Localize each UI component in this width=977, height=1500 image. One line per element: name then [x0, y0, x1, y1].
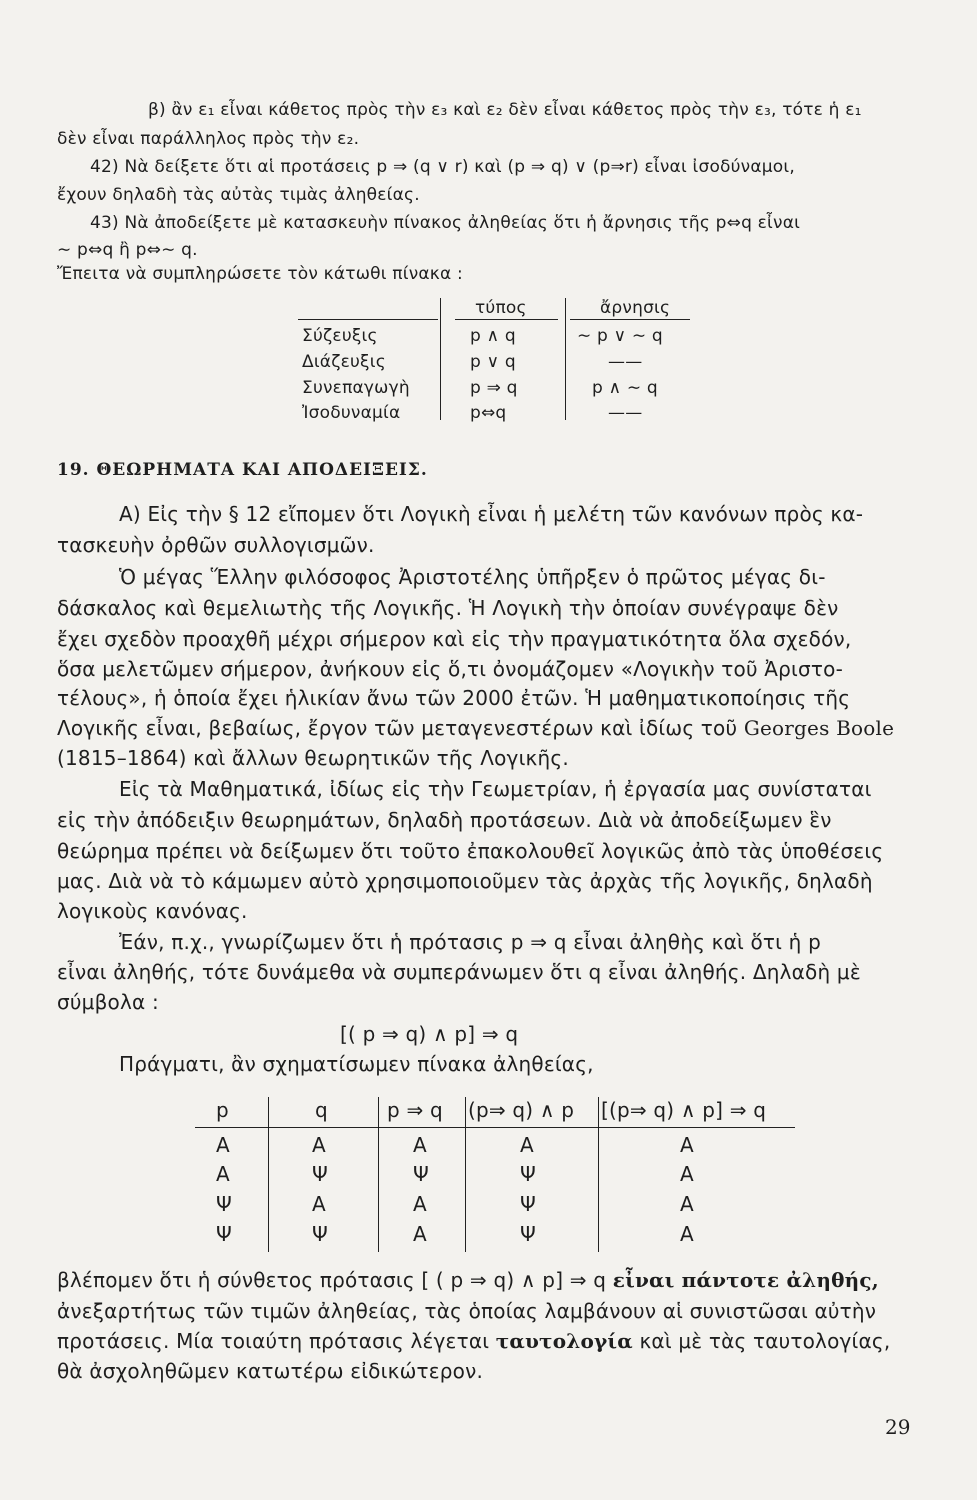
exercise-41b-line1: β) ἂν ε₁ εἶναι κάθετος πρὸς τὴν ε₃ καὶ ε₂ δὲν εἶναι κάθετος πρὸς τὴν ε₃, τότε ἡ ε₁: [148, 100, 862, 120]
table1-row-name: Συνεπαγωγὴ: [302, 378, 410, 398]
table1-row-type: p ∨ q: [470, 352, 516, 372]
table1-head-type: τύπος: [475, 298, 527, 318]
table1-head-negation: ἄρνησις: [600, 298, 671, 318]
paragraph-line: Ὁ μέγας Ἕλλην φιλόσοφος Ἀριστοτέλης ὑπῆρξεν ὁ πρῶτος μέγας δι-: [119, 565, 826, 589]
truth-header: q: [315, 1098, 328, 1122]
emphasis-always-true: εἶναι πάντοτε ἀληθής,: [612, 1268, 879, 1292]
emphasis-tautology: ταυτολογία: [495, 1329, 633, 1353]
paragraph-line: δάσκαλος καὶ θεμελιωτὴς τῆς Λογικῆς. Ἡ Λογικὴ τὴν ὁποίαν συνέγραψε δὲν: [57, 596, 839, 620]
exercise-41b-line2: δὲν εἶναι παράλληλος πρὸς τὴν ε₂.: [57, 129, 360, 149]
truth-cell: Α: [680, 1133, 694, 1157]
paragraph-a-line: Α) Εἰς τὴν § 12 εἴπομεν ὅτι Λογικὴ εἶναι ἡ μελέτη τῶν κανόνων πρὸς κα-: [119, 502, 864, 526]
truth-cell: Ψ: [216, 1222, 232, 1246]
truth-header: [(p⇒ q) ∧ p] ⇒ q: [601, 1098, 767, 1122]
paragraph-line: μας. Διὰ νὰ τὸ κάμωμεν αὐτὸ χρησιμοποιοῦμεν τὰς ἀρχὰς τῆς λογικῆς, δηλαδὴ: [57, 869, 873, 893]
truth-header: p ⇒ q: [387, 1098, 443, 1122]
truth-cell: Ψ: [520, 1222, 536, 1246]
truth-cell: Α: [680, 1192, 694, 1216]
paragraph-line: (1815–1864) καὶ ἄλλων θεωρητικῶν τῆς Λογικῆς.: [57, 746, 569, 770]
paragraph-line: Πράγματι, ἂν σχηματίσωμεν πίνακα ἀληθείας,: [119, 1052, 594, 1076]
table1-row-negation: ——: [608, 352, 643, 372]
truth-cell: Α: [413, 1133, 427, 1157]
table1-row-type: p ∧ q: [470, 326, 516, 346]
conclusion-text: καὶ μὲ τὰς ταυτολογίας,: [632, 1329, 891, 1353]
section-heading: 19. ΘΕΩΡΗΜΑΤΑ ΚΑΙ ΑΠΟΔΕΙΞΕΙΣ.: [57, 460, 428, 480]
table1-row-name: Σύζευξις: [302, 326, 378, 346]
paragraph-line: εἶναι ἀληθής, τότε δυνάμεθα νὰ συμπεράνωμεν ὅτι q εἶναι ἀληθής. Δηλαδὴ μὲ: [57, 960, 861, 984]
paragraph-line: Ἐάν, π.χ., γνωρίζωμεν ὅτι ἡ πρότασις p ⇒ q εἶναι ἀληθὴς καὶ ὅτι ἡ p: [119, 930, 822, 954]
boole-name: Georges Boole: [743, 716, 895, 740]
truth-cell: Α: [216, 1133, 230, 1157]
paragraph-line: ὅσα μελετῶμεν σήμερον, ἀνήκουν εἰς ὅ,τι ὀνομάζομεν «Λογικὴν τοῦ Ἀριστο-: [57, 657, 843, 681]
truth-cell: Α: [680, 1222, 694, 1246]
table1-row-negation: p ∧ ∼ q: [592, 378, 658, 398]
truth-cell: Α: [520, 1133, 534, 1157]
truth-header: p: [216, 1098, 229, 1122]
paragraph-line: Εἰς τὰ Μαθηματικά, ἰδίως εἰς τὴν Γεωμετρίαν, ἡ ἐργασία μας συνίσταται: [119, 777, 872, 801]
truth-cell: Ψ: [312, 1162, 328, 1186]
truth-header: (p⇒ q) ∧ p: [468, 1098, 575, 1122]
table1-row-type: p ⇒ q: [470, 378, 518, 398]
exercise-43-line2: ∼ p⇔q ἢ p⇔∼ q.: [57, 240, 198, 260]
exercise-42-line1: 42) Νὰ δείξετε ὅτι αἱ προτάσεις p ⇒ (q ∨ r) καὶ (p ⇒ q) ∨ (p⇒r) εἶναι ἰσοδύναμοι,: [90, 157, 795, 177]
truth-cell: Ψ: [520, 1162, 536, 1186]
paragraph-line: εἰς τὴν ἀπόδειξιν θεωρημάτων, δηλαδὴ προτάσεων. Διὰ νὰ ἀποδείξωμεν ἓν: [57, 808, 832, 832]
truth-cell: Ψ: [216, 1192, 232, 1216]
table1-row-negation: ∼ p ∨ ∼ q: [577, 326, 663, 346]
truth-cell: Ψ: [520, 1192, 536, 1216]
conclusion-line: ἀνεξαρτήτως τῶν τιμῶν ἀληθείας, τὰς ὁποίας λαμβάνουν αἱ συνιστῶσαι αὐτὴν: [57, 1299, 877, 1323]
exercise-43-line1: 43) Νὰ ἀποδείξετε μὲ κατασκευὴν πίνακος ἀληθείας ὅτι ἡ ἄρνησις τῆς p⇔q εἶναι: [90, 213, 801, 233]
paragraph-a-line: τασκευὴν ὀρθῶν συλλογισμῶν.: [57, 533, 375, 557]
page-number: 29: [885, 1415, 911, 1439]
table1-row-name: Διάζευξις: [302, 352, 386, 372]
paragraph-line: θεώρημα πρέπει νὰ δείξωμεν ὅτι τοῦτο ἐπακολουθεῖ λογικῶς ἀπὸ τὰς ὑποθέσεις: [57, 839, 884, 863]
table1-row-name: Ἰσοδυναμία: [302, 403, 401, 423]
table1-row-type: p⇔q: [470, 403, 507, 423]
truth-cell: Α: [216, 1162, 230, 1186]
paragraph-line: τέλους», ἡ ὁποία ἔχει ἡλικίαν ἄνω τῶν 2000 ἐτῶν. Ἡ μαθηματικοποίησις τῆς: [57, 686, 851, 710]
paragraph-line: ἔχει σχεδὸν προαχθῆ μέχρι σήμερον καὶ εἰς τὴν πραγματικότητα ὅλα σχεδόν,: [57, 627, 852, 651]
exercise-43-instruction: Ἔπειτα νὰ συμπληρώσετε τὸν κάτωθι πίνακα :: [57, 264, 463, 284]
truth-cell: Ψ: [312, 1222, 328, 1246]
paragraph-line: [57, 716, 894, 740]
formula: [( p ⇒ q) ∧ p] ⇒ q: [340, 1022, 519, 1046]
truth-cell: Α: [413, 1192, 427, 1216]
truth-cell: Ψ: [413, 1162, 429, 1186]
conclusion-line: [57, 1268, 879, 1292]
truth-cell: Α: [312, 1133, 326, 1157]
conclusion-line: [57, 1329, 890, 1353]
truth-cell: Α: [312, 1192, 326, 1216]
paragraph-text: Λογικῆς εἶναι, βεβαίως, ἔργον τῶν μεταγενεστέρων καὶ ἰδίως τοῦ: [57, 716, 738, 740]
truth-cell: Α: [413, 1222, 427, 1246]
truth-cell: Α: [680, 1162, 694, 1186]
paragraph-line: σύμβολα :: [57, 990, 159, 1014]
conclusion-line: θὰ ἀσχοληθῶμεν κατωτέρω εἰδικώτερον.: [57, 1359, 484, 1383]
exercise-42-line2: ἔχουν δηλαδὴ τὰς αὐτὰς τιμὰς ἀληθείας.: [57, 185, 420, 205]
conclusion-text: προτάσεις. Μία τοιαύτη πρότασις λέγεται: [57, 1329, 496, 1353]
conclusion-text: βλέπομεν ὅτι ἡ σύνθετος πρότασις [ ( p ⇒ q) ∧ p] ⇒ q: [57, 1268, 613, 1292]
paragraph-line: λογικοὺς κανόνας.: [57, 899, 248, 923]
table1-row-negation: ——: [608, 403, 643, 423]
